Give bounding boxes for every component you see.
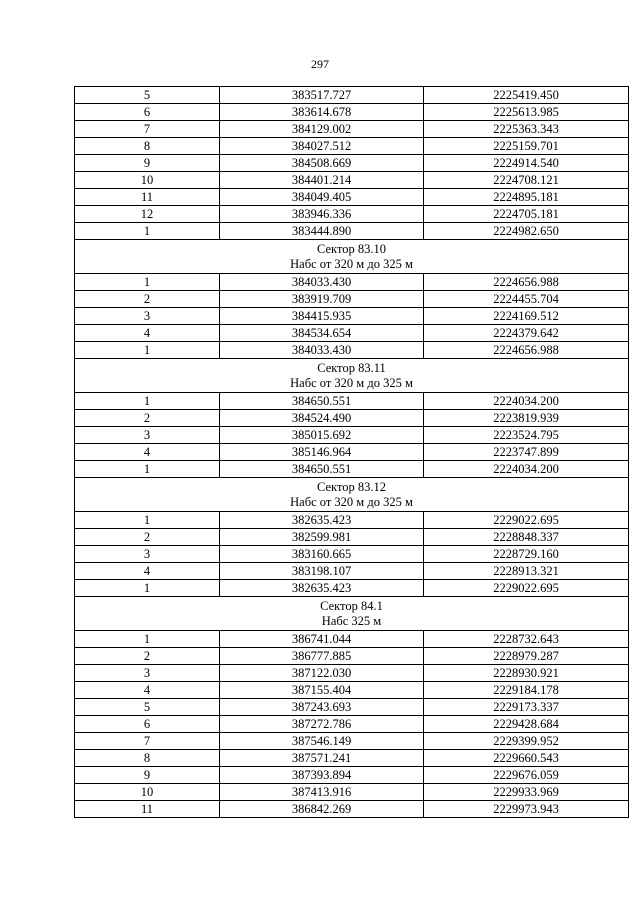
y-coordinate-cell: 2224455.704 [424,291,629,308]
x-coordinate-cell: 387413.916 [220,784,424,801]
y-coordinate-cell: 2228979.287 [424,648,629,665]
table-row [75,699,629,716]
x-coordinate-cell: 384033.430 [220,342,424,359]
x-coordinate-cell: 383444.890 [220,223,424,240]
x-coordinate-cell: 386842.269 [220,801,424,818]
y-coordinate-cell: 2224705.181 [424,206,629,223]
sector-header [75,478,629,512]
y-coordinate-cell: 2225159.701 [424,138,629,155]
point-number-cell: 3 [75,308,220,325]
table-row [75,206,629,223]
y-coordinate-cell: 2224656.988 [424,274,629,291]
point-number-cell: 4 [75,682,220,699]
coordinates-table-body [75,87,629,818]
x-coordinate-cell: 386741.044 [220,631,424,648]
coordinates-table [74,86,629,818]
x-coordinate-cell: 382635.423 [220,580,424,597]
point-number-cell: 1 [75,223,220,240]
table-row [75,750,629,767]
table-row [75,716,629,733]
x-coordinate-cell: 384508.669 [220,155,424,172]
table-row [75,342,629,359]
table-row [75,563,629,580]
table-row [75,172,629,189]
table-row [75,87,629,104]
sector-elevation: Набс 325 м [321,613,382,628]
x-coordinate-cell: 383919.709 [220,291,424,308]
point-number-cell: 6 [75,716,220,733]
sector-header [75,597,629,631]
point-number-cell: 8 [75,138,220,155]
table-row [75,784,629,801]
point-number-cell: 1 [75,580,220,597]
x-coordinate-cell: 386777.885 [220,648,424,665]
table-row [75,138,629,155]
y-coordinate-cell: 2224379.642 [424,325,629,342]
table-row [75,682,629,699]
table-row [75,648,629,665]
x-coordinate-cell: 384129.002 [220,121,424,138]
sector-header-row [75,359,629,393]
table-row [75,631,629,648]
point-number-cell: 2 [75,291,220,308]
x-coordinate-cell: 387272.786 [220,716,424,733]
point-number-cell: 11 [75,189,220,206]
table-row [75,444,629,461]
x-coordinate-cell: 383160.665 [220,546,424,563]
page-number: 297 [311,57,329,71]
y-coordinate-cell: 2224034.200 [424,461,629,478]
x-coordinate-cell: 383614.678 [220,104,424,121]
sector-elevation: Набс от 320 м до 325 м [290,256,413,271]
x-coordinate-cell: 382599.981 [220,529,424,546]
table-row [75,461,629,478]
x-coordinate-cell: 384027.512 [220,138,424,155]
table-row [75,393,629,410]
point-number-cell: 1 [75,512,220,529]
point-number-cell: 10 [75,172,220,189]
sector-header-row [75,597,629,631]
y-coordinate-cell: 2225613.985 [424,104,629,121]
y-coordinate-cell: 2228729.160 [424,546,629,563]
point-number-cell: 9 [75,767,220,784]
y-coordinate-cell: 2229184.178 [424,682,629,699]
x-coordinate-cell: 384415.935 [220,308,424,325]
x-coordinate-cell: 383946.336 [220,206,424,223]
y-coordinate-cell: 2224656.988 [424,342,629,359]
y-coordinate-cell: 2225363.343 [424,121,629,138]
table-row [75,512,629,529]
y-coordinate-cell: 2229428.684 [424,716,629,733]
point-number-cell: 2 [75,410,220,427]
y-coordinate-cell: 2224982.650 [424,223,629,240]
point-number-cell: 1 [75,274,220,291]
point-number-cell: 3 [75,665,220,682]
point-number-cell: 1 [75,342,220,359]
point-number-cell: 5 [75,699,220,716]
point-number-cell: 5 [75,87,220,104]
table-row [75,274,629,291]
point-number-cell: 4 [75,325,220,342]
y-coordinate-cell: 2229399.952 [424,733,629,750]
table-row [75,801,629,818]
x-coordinate-cell: 387546.149 [220,733,424,750]
y-coordinate-cell: 2229676.059 [424,767,629,784]
x-coordinate-cell: 383517.727 [220,87,424,104]
table-row [75,325,629,342]
y-coordinate-cell: 2224708.121 [424,172,629,189]
table-row [75,410,629,427]
table-row [75,665,629,682]
y-coordinate-cell: 2223819.939 [424,410,629,427]
y-coordinate-cell: 2229973.943 [424,801,629,818]
sector-header [75,359,629,393]
table-row [75,733,629,750]
sector-title: Сектор 83.12 [317,479,386,494]
x-coordinate-cell: 387571.241 [220,750,424,767]
y-coordinate-cell: 2229022.695 [424,580,629,597]
x-coordinate-cell: 383198.107 [220,563,424,580]
y-coordinate-cell: 2228848.337 [424,529,629,546]
y-coordinate-cell: 2229022.695 [424,512,629,529]
point-number-cell: 3 [75,546,220,563]
x-coordinate-cell: 384650.551 [220,461,424,478]
point-number-cell: 9 [75,155,220,172]
table-row [75,427,629,444]
sector-title: Сектор 84.1 [320,598,383,613]
y-coordinate-cell: 2223524.795 [424,427,629,444]
point-number-cell: 8 [75,750,220,767]
point-number-cell: 2 [75,648,220,665]
point-number-cell: 4 [75,444,220,461]
point-number-cell: 2 [75,529,220,546]
x-coordinate-cell: 384650.551 [220,393,424,410]
sector-elevation: Набс от 320 м до 325 м [290,375,413,390]
y-coordinate-cell: 2225419.450 [424,87,629,104]
x-coordinate-cell: 384049.405 [220,189,424,206]
table-row [75,308,629,325]
table-row [75,189,629,206]
sector-header-row [75,478,629,512]
point-number-cell: 6 [75,104,220,121]
x-coordinate-cell: 385146.964 [220,444,424,461]
y-coordinate-cell: 2224895.181 [424,189,629,206]
y-coordinate-cell: 2228732.643 [424,631,629,648]
x-coordinate-cell: 387122.030 [220,665,424,682]
x-coordinate-cell: 382635.423 [220,512,424,529]
point-number-cell: 10 [75,784,220,801]
point-number-cell: 7 [75,121,220,138]
table-row [75,767,629,784]
table-row [75,121,629,138]
table-row [75,529,629,546]
y-coordinate-cell: 2224034.200 [424,393,629,410]
x-coordinate-cell: 385015.692 [220,427,424,444]
table-row [75,223,629,240]
table-row [75,580,629,597]
point-number-cell: 7 [75,733,220,750]
x-coordinate-cell: 387393.894 [220,767,424,784]
x-coordinate-cell: 387155.404 [220,682,424,699]
y-coordinate-cell: 2229933.969 [424,784,629,801]
table-row [75,104,629,121]
y-coordinate-cell: 2229173.337 [424,699,629,716]
y-coordinate-cell: 2224914.540 [424,155,629,172]
y-coordinate-cell: 2228913.321 [424,563,629,580]
point-number-cell: 4 [75,563,220,580]
point-number-cell: 1 [75,393,220,410]
table-row [75,155,629,172]
point-number-cell: 12 [75,206,220,223]
point-number-cell: 1 [75,461,220,478]
x-coordinate-cell: 384033.430 [220,274,424,291]
sector-header [75,240,629,274]
x-coordinate-cell: 384534.654 [220,325,424,342]
y-coordinate-cell: 2223747.899 [424,444,629,461]
point-number-cell: 1 [75,631,220,648]
sector-header-row [75,240,629,274]
x-coordinate-cell: 387243.693 [220,699,424,716]
sector-title: Сектор 83.10 [317,241,386,256]
sector-title: Сектор 83.11 [317,360,386,375]
y-coordinate-cell: 2228930.921 [424,665,629,682]
x-coordinate-cell: 384524.490 [220,410,424,427]
point-number-cell: 3 [75,427,220,444]
y-coordinate-cell: 2229660.543 [424,750,629,767]
table-row [75,291,629,308]
y-coordinate-cell: 2224169.512 [424,308,629,325]
sector-elevation: Набс от 320 м до 325 м [290,494,413,509]
table-row [75,546,629,563]
point-number-cell: 11 [75,801,220,818]
x-coordinate-cell: 384401.214 [220,172,424,189]
